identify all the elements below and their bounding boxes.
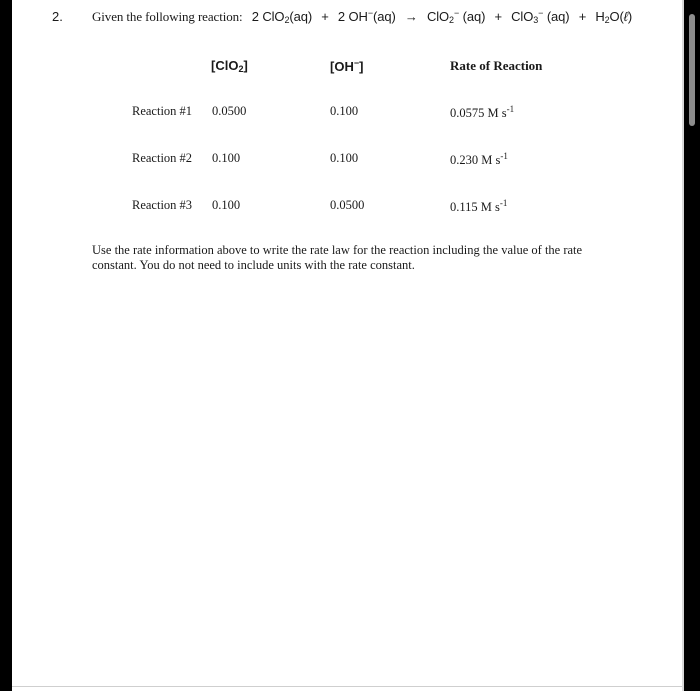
reaction-equation <box>92 8 632 25</box>
rate-value: 0.230 M $s^{-1}$ <box>450 151 508 167</box>
rate-value: 0.0575 M $s^{-1}$ <box>450 104 515 120</box>
plus-sign: + <box>578 9 587 24</box>
plus-sign: + <box>494 9 502 24</box>
reactant-2: 2 OH−(aq) <box>337 8 396 24</box>
row-label: Reaction #1 <box>132 104 193 118</box>
rate-value: 0.115 M $s^{-1}$ <box>450 198 508 214</box>
header-rate-of-reaction: Rate of Reaction <box>450 58 543 73</box>
page-bottom-edge <box>12 686 682 687</box>
oh-value: 0.0500 <box>330 198 365 212</box>
product-1: ClO$_2$− (aq) <box>426 8 486 25</box>
instructions-line: constant. You do not need to include units with the rate constant. <box>92 258 415 272</box>
instructions-paragraph <box>92 243 632 273</box>
clo2-value: 0.0500 <box>212 104 247 118</box>
left-frame <box>0 0 12 691</box>
oh-value: 0.100 <box>330 151 359 165</box>
oh-value: 0.100 <box>330 104 359 118</box>
row-label: Reaction #3 <box>132 198 193 212</box>
equation-prefix: Given the following reaction: <box>92 9 243 24</box>
row-label: Reaction #2 <box>132 151 193 165</box>
scrollbar-thumb[interactable] <box>689 14 695 126</box>
clo2-value: 0.100 <box>212 151 241 165</box>
question-number: 2. <box>52 9 63 24</box>
reaction-arrow: → <box>404 9 418 24</box>
clo2-value: 0.100 <box>212 198 241 212</box>
product-3: $H_2O(\ell)$ <box>595 9 633 25</box>
product-2: ClO$_3$− (aq) <box>511 8 570 25</box>
instructions-line: Use the rate information above to write the rate law for the reaction including the value of the rate <box>92 243 583 257</box>
plus-sign: + <box>321 9 329 24</box>
reactant-1: 2 ClO$_2$(aq) <box>251 9 313 25</box>
header-oh-concentration: [OH−] <box>330 58 364 74</box>
header-clo2-concentration: [ClO$_2$] <box>211 58 248 74</box>
